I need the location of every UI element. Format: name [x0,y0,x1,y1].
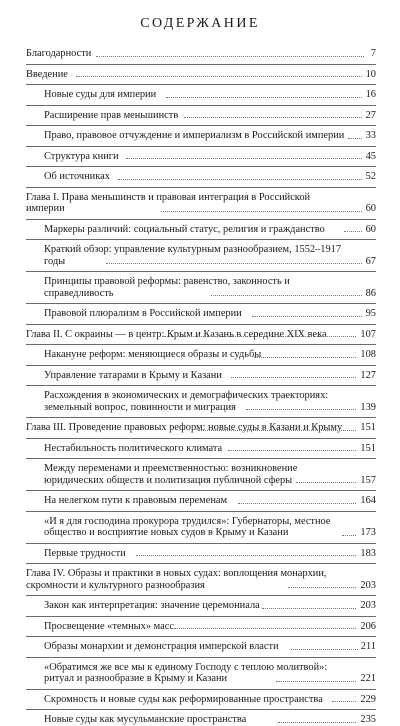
dot-leader [184,117,362,118]
dot-leader [252,316,362,317]
toc-subentry[interactable] [26,308,376,320]
toc-entry-page: 10 [363,69,376,81]
toc-entry-chapter-4[interactable] [26,568,376,591]
toc-subentry[interactable] [26,714,376,726]
toc-entry-text: Закон как интерпретация: значение церемониала [44,600,260,611]
toc-entry-introduction[interactable] [26,69,376,81]
toc-entry-page: 67 [363,256,376,268]
toc-subentry[interactable] [26,621,376,633]
toc-entry-text: Новые суды для империи [44,89,157,100]
toc-entry-page: 157 [357,475,376,487]
toc-entry-page: 229 [357,694,376,706]
toc-entry-page: 60 [363,224,376,236]
toc-entry-page: 45 [363,151,376,163]
toc-subentry[interactable] [26,390,376,413]
toc-entry-text: Глава II. С окраины — в центр: Крым и Казань в середине XIX века [26,328,327,340]
toc-subentry[interactable] [26,495,376,507]
toc-subentry[interactable] [26,443,376,455]
toc-entry-page: 27 [363,110,376,122]
toc-entry-text: Структура книги [44,150,119,162]
dot-leader [231,377,358,378]
toc-entry-text: Глава IV. Образы и практики в новых судах: воплощения монархии, скромности и культурного разнообразия [26,568,327,591]
dot-leader [254,357,358,358]
dot-leader [164,336,358,337]
toc-entry-text: Право, правовое отчуждение и империализм в Российской империи [44,130,345,141]
table-of-contents [26,48,376,726]
toc-entry-page: 33 [363,130,376,142]
toc-entry-text: Расширение прав меньшинств [44,109,179,121]
toc-entry-page: 107 [357,329,376,341]
toc-entry-chapter-2[interactable] [26,329,376,341]
toc-entry-page: 203 [357,600,376,612]
dot-leader [342,535,358,536]
toc-entry-text: Просвещение «темных» масс [44,620,174,632]
toc-subentry[interactable] [26,110,376,122]
toc-subentry[interactable] [26,89,376,101]
toc-subentry[interactable] [26,694,376,706]
toc-subentry[interactable] [26,662,376,685]
toc-entry-page: 173 [357,527,376,539]
toc-entry-page: 164 [357,495,376,507]
toc-entry-page: 139 [357,402,376,414]
toc-entry-text: Управление татарами в Крыму и Казани [44,369,222,381]
toc-entry-text: Маркеры различий: социальный статус, религия и гражданство [44,223,325,235]
toc-entry-chapter-1[interactable] [26,192,376,215]
dot-leader [288,587,358,588]
toc-subentry[interactable] [26,171,376,183]
toc-entry-page: 211 [358,641,376,653]
toc-entry-page: 16 [363,89,376,101]
toc-entry-page: 127 [357,370,376,382]
toc-entry-page: 183 [357,548,376,560]
dot-leader [278,722,358,723]
dot-leader [166,97,362,98]
toc-subentry[interactable] [26,151,376,163]
toc-entry-text: Благодарности [26,48,92,59]
toc-entry-text: Скромность и новые суды как реформированные пространства [44,693,323,705]
toc-entry-page: 235 [357,714,376,726]
toc-entry-text: Нестабильность политического климата [44,442,223,454]
dot-leader [276,681,358,682]
toc-subentry[interactable] [26,130,376,142]
toc-subentry[interactable] [26,224,376,236]
toc-entry-page: 151 [357,422,376,434]
toc-entry-text: Первые трудности [44,547,126,559]
toc-entry-page: 206 [357,621,376,633]
dot-leader [211,295,362,296]
toc-entry-text: Накануне реформ: меняющиеся образы и судьбы [44,349,262,360]
dot-leader [136,555,358,556]
dot-leader [174,628,358,629]
dot-leader [118,179,362,180]
toc-entry-page: 151 [357,443,376,455]
toc-subentry[interactable] [26,349,376,361]
toc-entry-acknowledgements[interactable] [26,48,376,60]
toc-entry-text: Краткий обзор: управление культурным разнообразием, 1552–1917 годы [44,244,342,267]
toc-entry-text: Об источниках [44,171,110,182]
toc-entry-text: Образы монархии и демонстрация имперской власти [44,641,279,652]
dot-leader [76,76,362,77]
dot-leader [291,649,358,650]
toc-entry-page: 203 [357,580,376,592]
toc-entry-text: «Обратимся же все мы к единому Господу с теплою молитвой»: ритуал и разнообразие в Крыму и Казани [44,661,328,684]
toc-subentry[interactable] [26,463,376,486]
toc-entry-chapter-3[interactable] [26,422,376,434]
dot-leader [106,263,362,264]
toc-entry-page: 60 [363,203,376,215]
toc-entry-page: 7 [368,48,376,60]
dot-leader [296,482,358,483]
toc-entry-text: «И я для господина прокурора трудился»: Губернаторы, местное общество и восприятие новых судов в Крыму и Казани [44,515,331,538]
dot-leader [348,138,362,139]
toc-entry-page: 95 [363,308,376,320]
toc-entry-text: Глава I. Права меньшинств и правовая интеграция в Российской империи [26,191,311,214]
dot-leader [161,211,362,212]
toc-subentry[interactable] [26,548,376,560]
toc-entry-page: 52 [363,171,376,183]
toc-entry-text: Правовой плюрализм в Российской империи [44,308,242,319]
toc-entry-text: Между переменами и преемственностью: возникновение юридических обществ и политизация публичной сферы [44,463,298,486]
toc-entry-text: Принципы правовой реформы: равенство, законность и справедливость [44,276,290,299]
toc-subentry[interactable] [26,516,376,539]
dot-leader [332,701,358,702]
toc-entry-text: Введение [26,68,68,80]
dot-leader [246,409,358,410]
toc-entry-text: На нелегком пути к правовым переменам [44,495,228,506]
dot-leader [262,608,358,609]
page-title: СОДЕРЖАНИЕ [140,16,260,31]
toc-entry-page: 221 [357,673,376,685]
dot-leader [344,231,362,232]
dot-leader [228,450,358,451]
toc-entry-page: 86 [363,288,376,300]
toc-subentry[interactable] [26,276,376,299]
dot-leader [198,430,358,431]
toc-entry-text: Глава III. Проведение правовых реформ: новые суды в Казани и Крыму [26,422,343,433]
toc-subentry[interactable] [26,641,376,653]
dot-leader [96,56,364,57]
toc-entry-text: Расхождения в экономических и демографических траекториях: земельный вопрос, повинности и миграция [44,390,329,413]
toc-subentry[interactable] [26,600,376,612]
toc-subentry[interactable] [26,244,376,267]
dot-leader [238,503,358,504]
toc-entry-page: 108 [357,349,376,361]
toc-entry-text: Новые суды как мусульманские пространства [44,714,247,725]
dot-leader [126,158,362,159]
toc-subentry[interactable] [26,370,376,382]
